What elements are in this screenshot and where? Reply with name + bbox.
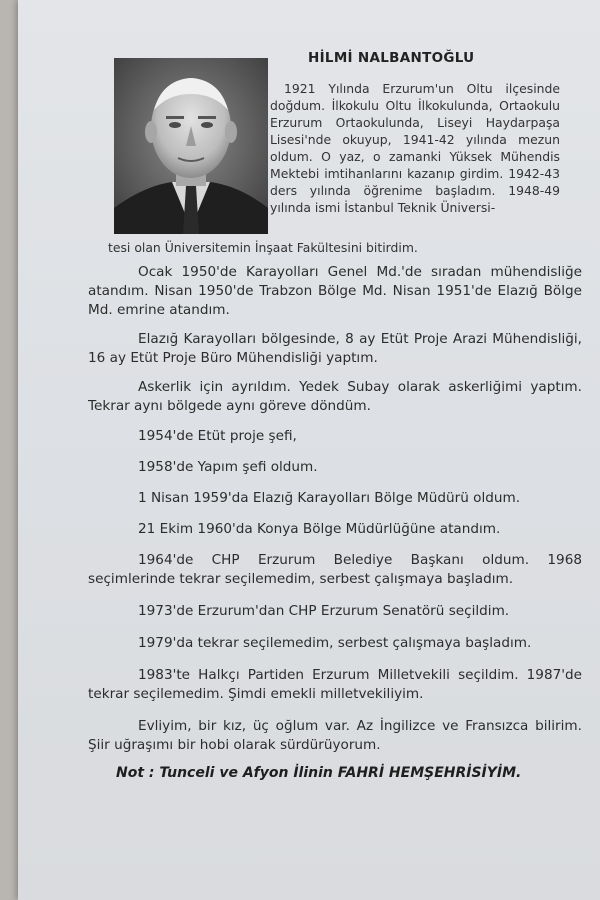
portrait-image	[114, 58, 268, 234]
closing-note: Not : Tunceli ve Afyon İlinin FAHRİ HEMŞEHRİSİYİM.	[116, 765, 522, 781]
paragraph-1964: 1964'de CHP Erzurum Belediye Başkanı oldum. 1968 seçimlerinde tekrar seçilemedim, serbest çalışmaya başladım.	[88, 552, 582, 587]
paragraph-elazig: Elazığ Karayolları bölgesinde, 8 ay Etüt Proje Arazi Mühendisliği, 16 ay Etüt Proje Büro Mühendisliği yaptım.	[88, 331, 582, 366]
paragraph-1959: 1 Nisan 1959'da Elazığ Karayolları Bölge Müdürü oldum.	[138, 490, 521, 506]
paragraph-family: Evliyim, bir kız, üç oğlum var. Az İngilizce ve Fransızca bilirim. Şiir uğraşımı bir hobi olarak sürdürüyorum.	[88, 718, 582, 753]
author-name: HİLMİ NALBANTOĞLU	[308, 50, 475, 66]
paragraph-1979: 1979'da tekrar seçilemedim, serbest çalışmaya başladım.	[138, 635, 532, 651]
biography-body	[88, 258, 582, 755]
intro-text	[270, 80, 560, 216]
paragraph-1958: 1958'de Yapım şefi oldum.	[138, 459, 318, 475]
paragraph-1973: 1973'de Erzurum'dan CHP Erzurum Senatörü seçildim.	[138, 603, 510, 619]
intro-paragraph: 1921 Yılında Erzurum'un Oltu ilçesinde doğdum. İlkokulu Oltu İlkokulunda, Ortaokulu Erzurum Ortaokulunda, Liseyi Haydarpaşa Lisesi'nde okuyup, 1941-42 yılında mezun oldum. O yaz, o zamanki Yüksek Mühendis Mektebi imtihanlarını kazanıp girdim. 1942-43 ders yılında öğrenime başladım. 1948-49 yılında ismi İstanbul Teknik Üniversi-	[270, 81, 560, 215]
paragraph-military: Askerlik için ayrıldım. Yedek Subay olarak askerliğimi yaptım. Tekrar aynı bölgede aynı göreve döndüm.	[88, 379, 582, 414]
paragraph-1983: 1983'te Halkçı Partiden Erzurum Milletvekili seçildim. 1987'de tekrar seçilemedim. Şimdi emekli milletvekiliyim.	[88, 667, 582, 702]
paragraph-1960: 21 Ekim 1960'da Konya Bölge Müdürlüğüne atandım.	[138, 521, 501, 537]
intro-tail: tesi olan Üniversitemin İnşaat Fakültesini bitirdim.	[108, 240, 418, 255]
document-page	[18, 0, 600, 900]
paragraph-appointment: Ocak 1950'de Karayolları Genel Md.'de sıradan mühendisliğe atandım. Nisan 1950'de Trabzon Bölge Md. Nisan 1951'de Elazığ Bölge Md. emrine atandım.	[88, 264, 582, 318]
paragraph-1954: 1954'de Etüt proje şefi,	[138, 428, 297, 444]
portrait-photo	[114, 58, 268, 234]
